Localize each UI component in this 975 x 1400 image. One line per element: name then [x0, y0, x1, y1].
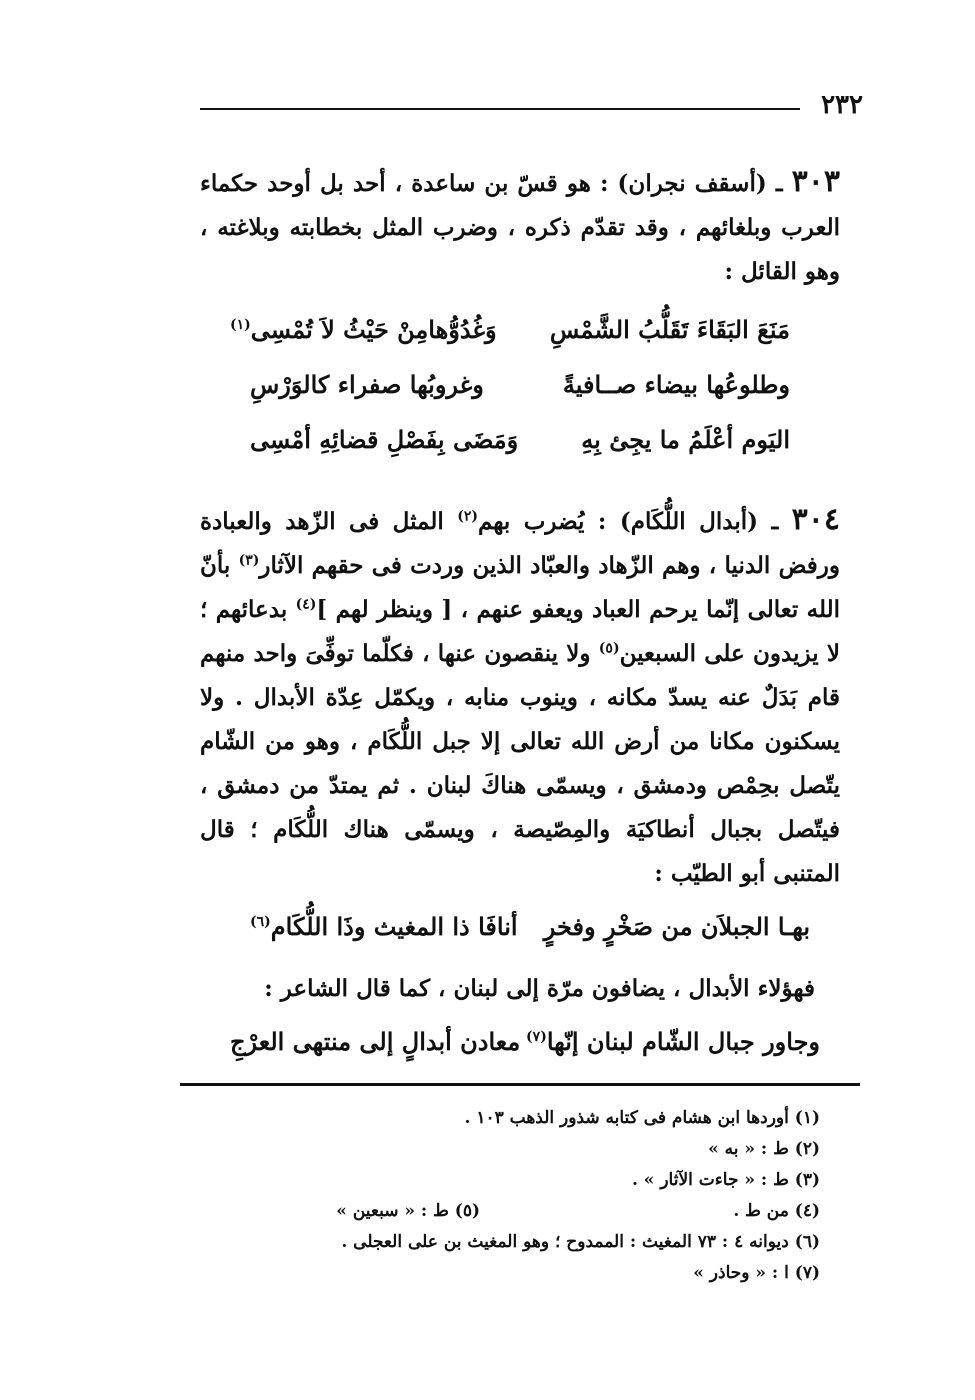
footnote: (٦) ديوانه ٤ : ٧٣ المغيث : الممدوح ؛ وهو المغيث بن على العجلى . [341, 1232, 820, 1252]
verse-line [250, 370, 790, 410]
entry-title: ـ (أبدال اللُّكَام) [619, 508, 779, 535]
verse-line [230, 315, 790, 355]
verse-hemistich-right: بهـا الجبلاَن من صَخْرٍ وفخرٍ [543, 912, 810, 941]
verse-hemistich-left: أنافَا ذا المغيث وذَا اللُّكَام$^{(٦)}$ [250, 912, 518, 941]
footnote-marker: (٢) [457, 508, 478, 525]
verse-line [250, 912, 810, 952]
header-rule [200, 108, 800, 110]
entry-text: : هو قسّ بن ساعدة ، أحد بل أوحد حكماء العرب وبلغائهم ، وقد تقدّم ذكره ، وضرب المثل بخطابته وبلاغته ، وهو القائل : [200, 170, 840, 285]
footnote: (٣) ط : « جاءت الآثار » . [631, 1170, 820, 1190]
verse-hemistich-left: وَمَضَى بِفَصْلِ قضائِهِ أمْسِى [250, 425, 519, 454]
entry-304 [200, 498, 840, 896]
footnote: (٢) ط : « به » [708, 1139, 820, 1159]
footnotes [180, 1103, 820, 1289]
footnote: (٧) ا : « وحاذر » [693, 1263, 820, 1283]
entry-text: بأنّ الله تعالى إنّما يرحم العباد ويعفو عنهم ، [ وينظر لهم ] [200, 552, 840, 623]
entry-text: ولا ينقصون عنها ، فكلّما توفِّىَ واحد منهم قام بَدَلٌ عنه يسدّ مكانه ، وينوب منابه ، ويكمّل عِدّة الأبدال . ولا يسكنون مكانا من أرض الله تعالى إلا جبل اللُّكَام ، وهو من الشّام يتّصل بحِمْص ودمشق ، ويسمّى هناكَ لبنان . ثم يمتدّ من دمشق ، فيتّصل بجبال أنطاكيَة والمِصّيصة ، ويسمّى هناك اللُّكَام ؛ قال المتنبى أبو الطيّب : [200, 640, 840, 887]
verse-hemistich-left: وغروبُها صفراء كالوَرْسِ [250, 370, 484, 399]
entry-number: ٣٠٣ [791, 164, 840, 199]
verse-line [250, 425, 790, 465]
page-number: ٢٣٢ [821, 90, 863, 120]
body-text-line: فهؤلاء الأبدال ، يضافون مرّة إلى لبنان ، كما قال الشاعر : [264, 975, 815, 1002]
verse-hemistich-right: وطلوعُها بيضاء صــافيةً [562, 370, 790, 399]
verse-hemistich-right: اليَوم أعْلَمُ ما يجِئ بِهِ [581, 425, 790, 454]
footnote-marker: (٧) [526, 1029, 547, 1045]
verse-line [230, 1027, 820, 1067]
entry-title: ـ (أسقف نجران) [617, 170, 783, 197]
footnote: (٤) من ط . (٥) ط : « سبعين » [180, 1196, 820, 1227]
verse-hemistich-left: معادن أبدالٍ إلى منتهى العرْجِ [230, 1027, 521, 1056]
footnote-marker: (٣) [238, 552, 260, 569]
entry-number: ٣٠٤ [791, 502, 840, 537]
verse-hemistich-right: وجاور جبال الشّام لبنان إنّها$^{(٧)}$ [526, 1027, 820, 1056]
footnote-marker: (١) [230, 317, 251, 333]
footnote: (١) أوردها ابن هشام فى كتابه شذور الذهب ١٠٣ . [464, 1108, 820, 1128]
footnote-marker: (٤) [295, 596, 317, 613]
entry-text: بدعائهم ؛ لا يزيدون على السبعين [200, 596, 840, 667]
footnote: (٥) ط : « سبعين » [336, 1201, 480, 1221]
footnote-marker: (٦) [250, 914, 271, 930]
entry-text: : يُضرب بهم [477, 508, 607, 535]
entry-303 [200, 160, 840, 294]
footnote-rule [180, 1083, 860, 1086]
verse-hemistich-right: مَنَعَ البَقَاءَ تَقَلُّبُ الشَّمْسِ [549, 315, 790, 344]
entry-text: المثل فى الزّهد والعبادة ورفض الدنيا ، وهم الزّهاد والعبّاد الذين وردت فى حقهم الآثار [200, 508, 840, 579]
footnote-marker: (٥) [598, 640, 620, 657]
verse-hemistich-left: وَغُدُوُّهامِنْ حَيْثُ لاَ تُمْسِى$^{(١)}$ [230, 315, 497, 344]
